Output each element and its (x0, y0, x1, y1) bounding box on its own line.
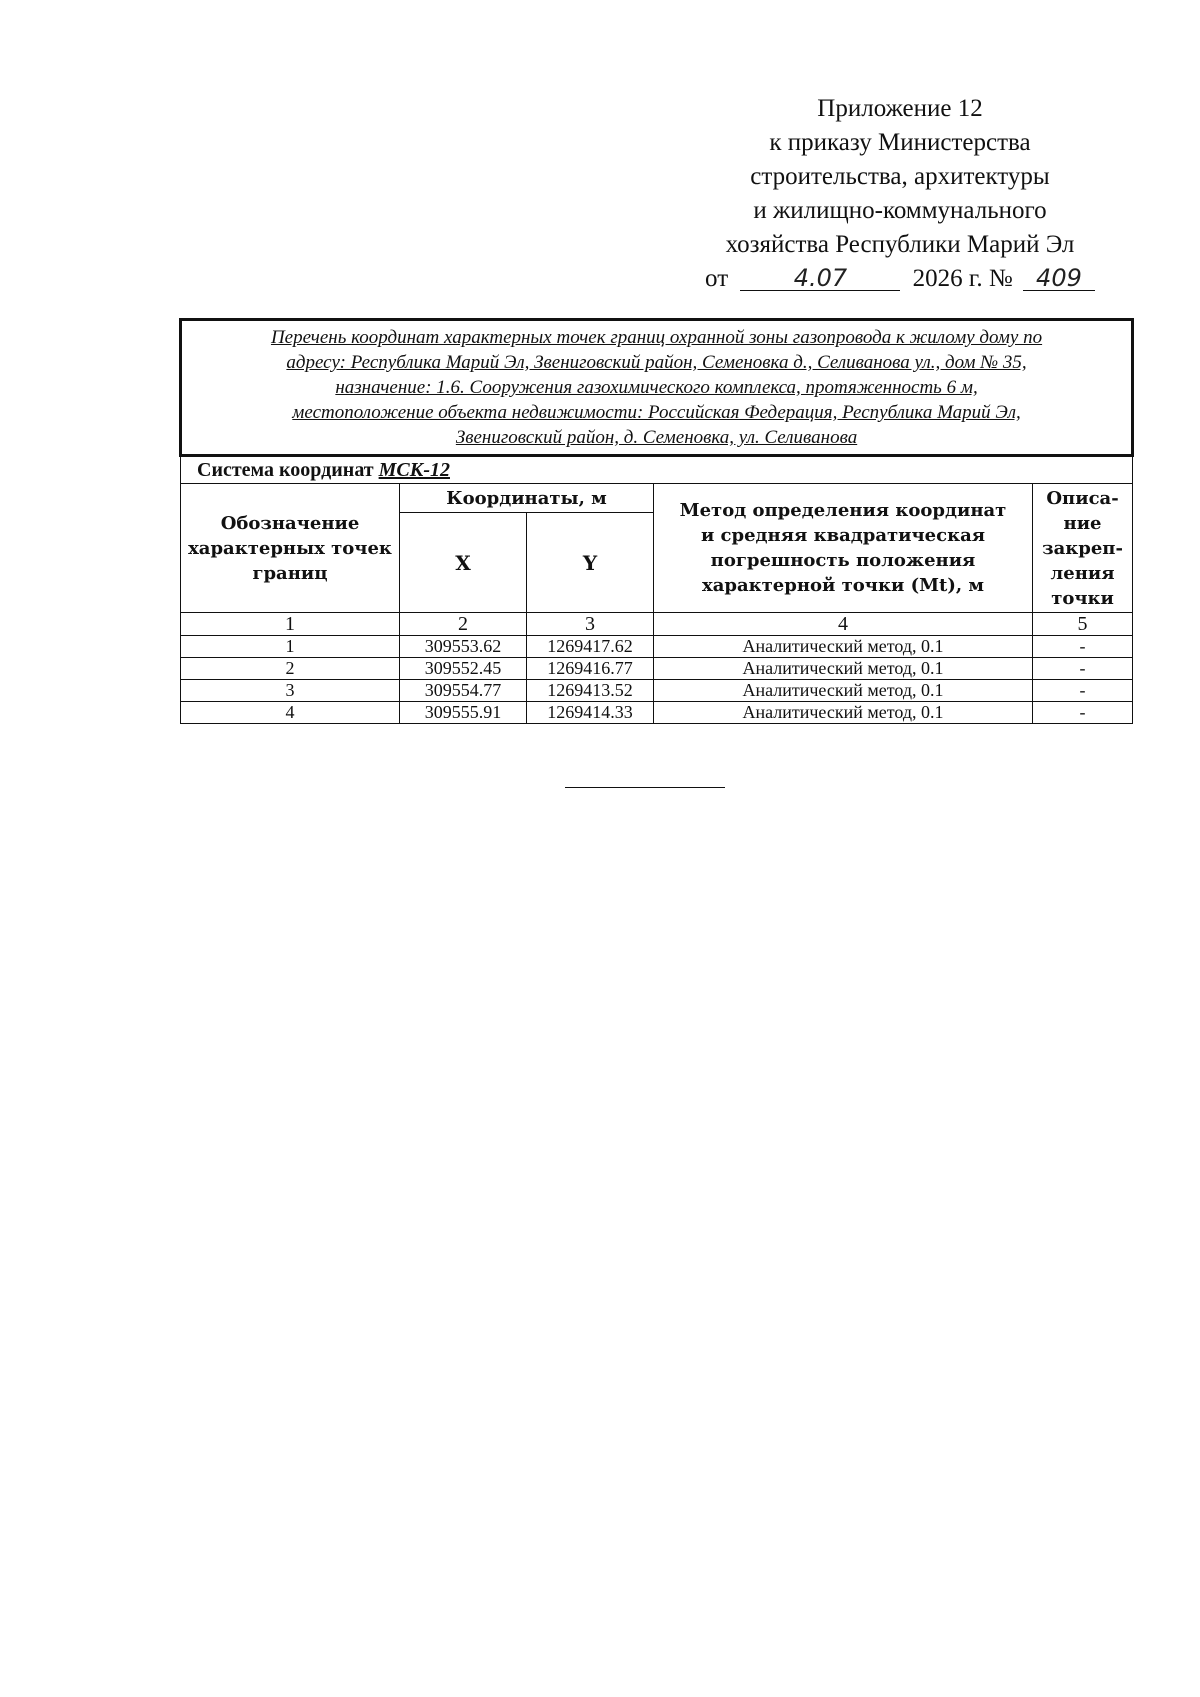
header-description-line: Описа- (1046, 487, 1119, 509)
table-row (181, 680, 1133, 702)
point-description: - (1033, 658, 1133, 680)
table-row (181, 702, 1133, 724)
header-row-1 (181, 484, 1133, 513)
appendix-ministry-line-2: и жилищно-коммунального (753, 197, 1047, 224)
coordinate-system-row (181, 456, 1133, 484)
column-number: 1 (181, 613, 400, 636)
handwritten-date: 4.07 (740, 266, 900, 291)
table-title-line: местоположение объекта недвижимости: Российская Федерация, Республика Марий Эл, (292, 402, 1021, 423)
header-description-line: ления (1050, 562, 1115, 584)
header-x: X (400, 513, 527, 613)
header-description-line: закреп- (1042, 537, 1123, 559)
coordinate-x: 309553.62 (400, 636, 527, 658)
column-number: 5 (1033, 613, 1133, 636)
header-description (1033, 484, 1133, 613)
header-description-line: точки (1051, 587, 1114, 609)
end-separator-line (565, 787, 725, 788)
header-description-line: ние (1063, 512, 1102, 534)
table-title-row (181, 320, 1133, 456)
column-number: 2 (400, 613, 527, 636)
coordinate-x: 309555.91 (400, 702, 527, 724)
method: Аналитический метод, 0.1 (654, 680, 1033, 702)
point-number: 3 (181, 680, 400, 702)
point-number: 4 (181, 702, 400, 724)
appendix-header (690, 92, 1110, 296)
coordinate-system-value: МСК-12 (378, 459, 450, 481)
point-description: - (1033, 680, 1133, 702)
table-title-line: Звениговский район, д. Семеновка, ул. Селиванова (455, 427, 858, 448)
point-number: 1 (181, 636, 400, 658)
year-and-number-label: 2026 г. № (912, 265, 1013, 292)
column-number: 3 (527, 613, 654, 636)
header-method: Метод определения координат и средняя квадратическая погрешность положения характерной точки (Mt), м (654, 484, 1033, 613)
table-title-line: Перечень координат характерных точек границ охранной зоны газопровода к жилому дому по (270, 327, 1043, 348)
coordinate-y: 1269413.52 (527, 680, 654, 702)
coordinate-y: 1269414.33 (527, 702, 654, 724)
table-title (181, 320, 1133, 456)
appendix-date-line (690, 262, 1110, 296)
handwritten-order-number: 409 (1023, 266, 1095, 291)
appendix-ministry-line-3: хозяйства Республики Марий Эл (725, 231, 1075, 258)
coordinate-y: 1269417.62 (527, 636, 654, 658)
appendix-ministry-line-1: строительства, архитектуры (750, 163, 1050, 190)
column-number-row (181, 613, 1133, 636)
coordinate-system-cell (181, 456, 1133, 484)
header-coordinates: Координаты, м (400, 484, 654, 513)
coordinate-x: 309552.45 (400, 658, 527, 680)
table-row (181, 636, 1133, 658)
table-title-line: адресу: Республика Марий Эл, Звениговский район, Семеновка д., Селиванова ул., дом № 35, (286, 352, 1027, 373)
appendix-order-line: к приказу Министерства (769, 129, 1031, 156)
point-description: - (1033, 636, 1133, 658)
point-number: 2 (181, 658, 400, 680)
method: Аналитический метод, 0.1 (654, 636, 1033, 658)
column-number: 4 (654, 613, 1033, 636)
appendix-title: Приложение 12 (817, 95, 983, 122)
header-designation: Обозначение характерных точек границ (181, 484, 400, 613)
method: Аналитический метод, 0.1 (654, 658, 1033, 680)
point-description: - (1033, 702, 1133, 724)
coordinate-x: 309554.77 (400, 680, 527, 702)
table-title-line: назначение: 1.6. Сооружения газохимического комплекса, протяженность 6 м, (335, 377, 978, 398)
method: Аналитический метод, 0.1 (654, 702, 1033, 724)
coordinate-y: 1269416.77 (527, 658, 654, 680)
coordinate-system-label: Система координат (197, 459, 374, 481)
header-y: Y (527, 513, 654, 613)
coordinates-table (179, 318, 1134, 724)
date-prefix: от (705, 265, 729, 292)
table-row (181, 658, 1133, 680)
